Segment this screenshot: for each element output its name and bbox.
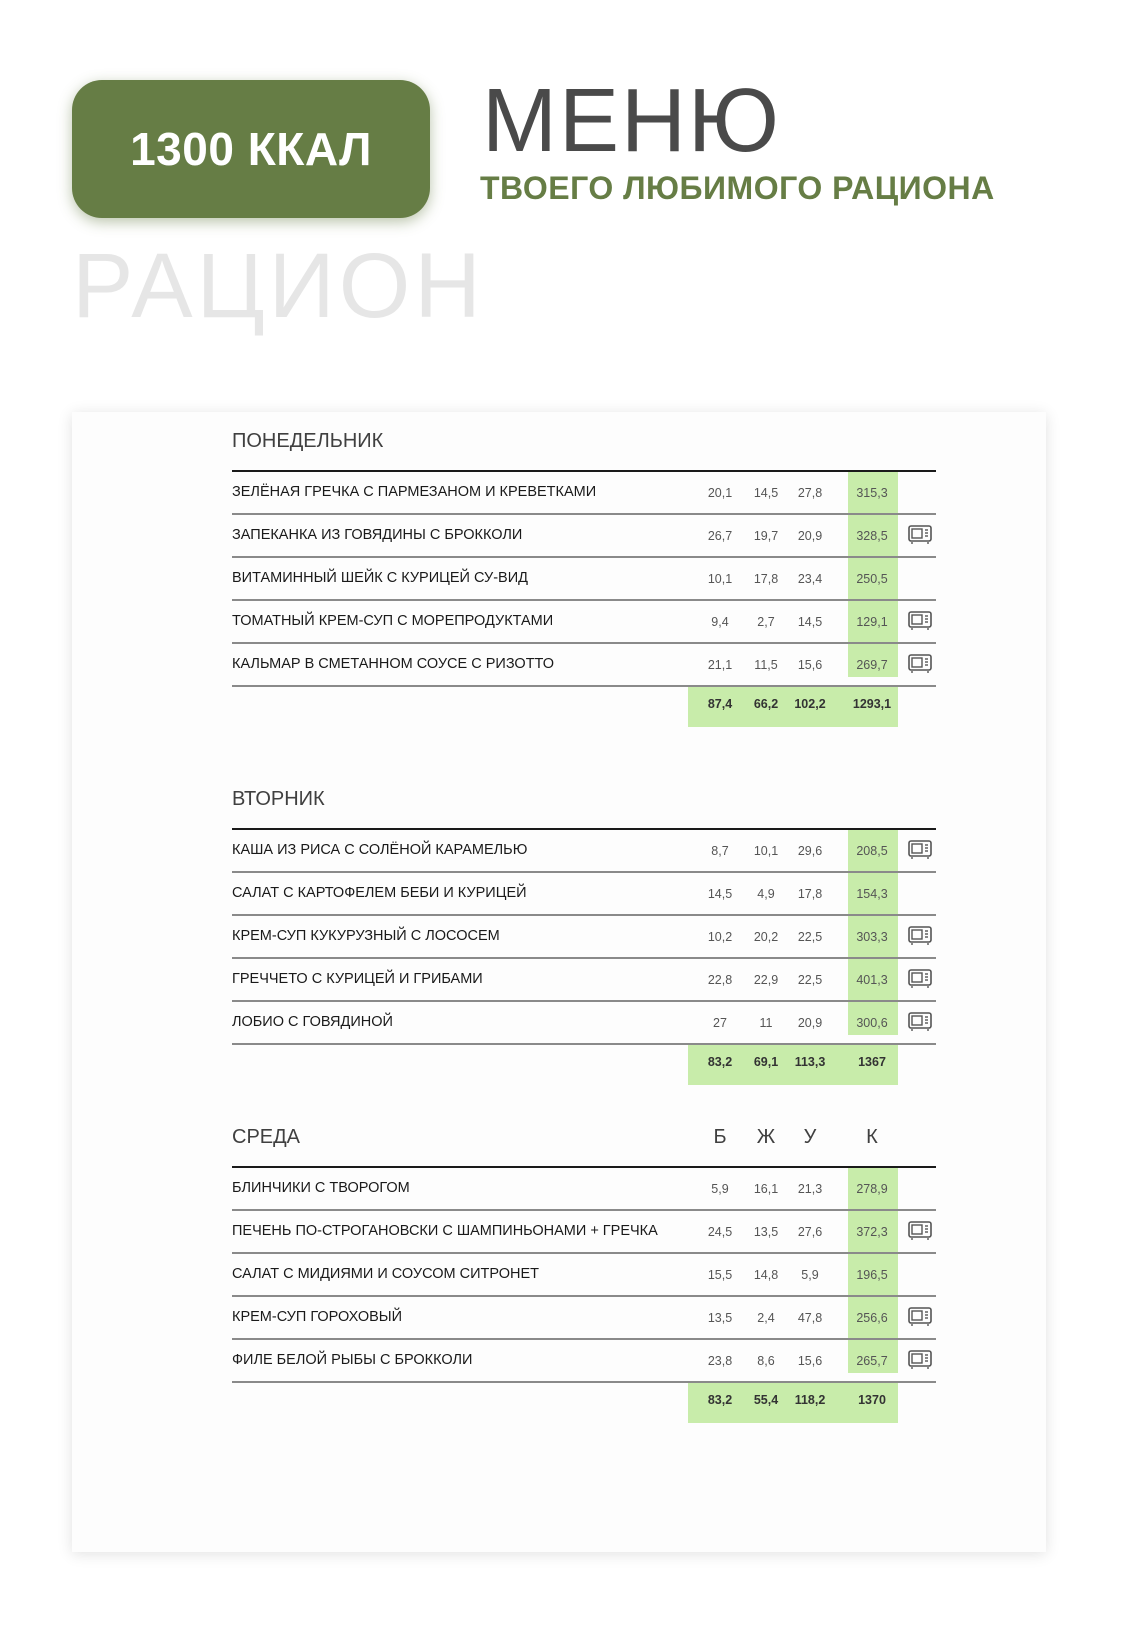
fat-value: 11,5 [754,658,778,672]
kcal-value: 328,5 [856,529,888,543]
protein-value: 14,5 [707,887,733,901]
carbs-value: 29,6 [797,844,823,858]
protein-value: 10,1 [707,572,733,586]
kcal-value: 265,7 [856,1354,888,1368]
microwave-icon [908,969,932,989]
day-section-monday [232,416,936,727]
table-row [232,1254,936,1297]
dish-name: КАША ИЗ РИСА С СОЛЁНОЙ КАРАМЕЛЬЮ [232,842,528,858]
protein-total: 87,4 [707,697,733,711]
fat-value: 19,7 [753,529,779,543]
kcal-value: 250,5 [856,572,888,586]
fat-value: 13,5 [753,1225,779,1239]
carbs-total: 113,3 [794,1055,826,1069]
carbs-value: 5,9 [801,1268,819,1282]
microwave-icon [908,1350,932,1370]
dish-name: БЛИНЧИКИ С ТВОРОГОМ [232,1180,410,1196]
microwave-icon [908,1307,932,1327]
page-subtitle: ТВОЕГО ЛЮБИМОГО РАЦИОНА [480,170,995,206]
kcal-badge: 1300 ККАЛ [72,80,430,218]
dish-name: ЗАПЕКАНКА ИЗ ГОВЯДИНЫ С БРОККОЛИ [232,527,523,543]
fat-value: 4,9 [757,887,775,901]
carbs-total: 102,2 [794,697,826,711]
day-table [232,828,936,1085]
protein-value: 21,1 [707,658,733,672]
protein-total: 83,2 [707,1055,733,1069]
fat-total: 69,1 [753,1055,779,1069]
fat-value: 17,8 [753,572,779,586]
carbs-value: 15,6 [797,658,823,672]
protein-value: 9,4 [711,615,729,629]
kcal-value: 303,3 [856,930,888,944]
dish-name: КРЕМ-СУП КУКУРУЗНЫЙ С ЛОСОСЕМ [232,928,500,944]
totals-row [232,1383,936,1423]
dish-name: САЛАТ С МИДИЯМИ И СОУСОМ СИТРОНЕТ [232,1266,540,1282]
kcal-value: 401,3 [856,973,888,987]
day-table [232,1166,936,1423]
kcal-value: 315,3 [856,486,888,500]
carbs-total: 118,2 [794,1393,826,1407]
microwave-icon [908,654,932,674]
menu-card [72,412,1046,1552]
fat-value: 22,9 [753,973,779,987]
fat-value: 8,6 [757,1354,775,1368]
table-row [232,959,936,1002]
day-header [232,416,936,470]
microwave-icon [908,1012,932,1032]
table-row [232,1340,936,1383]
fat-value: 2,7 [757,615,775,629]
fat-value: 14,5 [753,486,779,500]
fat-value: 14,8 [753,1268,779,1282]
carbs-value: 20,9 [797,1016,823,1030]
microwave-icon [908,840,932,860]
microwave-icon [908,926,932,946]
table-row [232,1168,936,1211]
kcal-value: 256,6 [856,1311,888,1325]
table-row [232,1002,936,1045]
protein-total: 83,2 [707,1393,733,1407]
protein-value: 10,2 [707,930,733,944]
fat-value: 11 [759,1016,773,1030]
day-header [232,1112,936,1166]
totals-row [232,1045,936,1085]
kcal-value: 208,5 [856,844,888,858]
carbs-value: 23,4 [797,572,823,586]
dish-name: КРЕМ-СУП ГОРОХОВЫЙ [232,1309,403,1325]
fat-total: 55,4 [753,1393,779,1407]
microwave-icon [908,525,932,545]
carbs-value: 47,8 [797,1311,823,1325]
dish-name: КАЛЬМАР В СМЕТАННОМ СОУСЕ С РИЗОТТО [232,656,555,672]
protein-value: 27 [713,1016,727,1030]
table-row [232,916,936,959]
dish-name: ПЕЧЕНЬ ПО-СТРОГАНОВСКИ С ШАМПИНЬОНАМИ + ГРЕЧКА [232,1223,658,1239]
column-header-carbs: У [803,1126,817,1148]
day-table [232,470,936,727]
protein-value: 13,5 [707,1311,733,1325]
fat-total: 66,2 [753,697,779,711]
carbs-value: 14,5 [797,615,823,629]
carbs-value: 15,6 [797,1354,823,1368]
table-row [232,873,936,916]
dish-name: ЗЕЛЁНАЯ ГРЕЧКА С ПАРМЕЗАНОМ И КРЕВЕТКАМИ [232,484,597,500]
protein-value: 26,7 [707,529,733,543]
table-row [232,558,936,601]
protein-value: 22,8 [707,973,733,987]
fat-value: 10,1 [753,844,779,858]
carbs-value: 27,6 [797,1225,823,1239]
table-row [232,515,936,558]
kcal-total: 1370 [858,1393,886,1407]
protein-value: 20,1 [707,486,733,500]
table-row [232,830,936,873]
microwave-icon [908,611,932,631]
fat-value: 20,2 [753,930,779,944]
dish-name: ГРЕЧЧЕТО С КУРИЦЕЙ И ГРИБАМИ [232,971,483,987]
microwave-icon [908,1221,932,1241]
kcal-value: 154,3 [856,887,888,901]
day-section-wednesday [232,1112,936,1423]
dish-name: ЛОБИО С ГОВЯДИНОЙ [232,1014,393,1030]
dish-name: ВИТАМИННЫЙ ШЕЙК С КУРИЦЕЙ СУ-ВИД [232,570,528,586]
carbs-value: 27,8 [797,486,823,500]
fat-value: 2,4 [757,1311,775,1325]
carbs-value: 17,8 [797,887,823,901]
kcal-value: 196,5 [856,1268,888,1282]
kcal-value: 372,3 [856,1225,888,1239]
table-row [232,1211,936,1254]
carbs-value: 21,3 [797,1182,823,1196]
column-header-protein: Б [713,1126,727,1148]
table-row [232,644,936,687]
table-row [232,1297,936,1340]
protein-value: 15,5 [707,1268,733,1282]
dish-name: ТОМАТНЫЙ КРЕМ-СУП С МОРЕПРОДУКТАМИ [232,613,554,629]
table-row [232,601,936,644]
watermark-text: РАЦИОН [72,235,485,337]
kcal-value: 129,1 [856,615,888,629]
page-title: МЕНЮ [482,71,781,171]
protein-value: 5,9 [711,1182,729,1196]
protein-value: 24,5 [707,1225,733,1239]
kcal-value: 278,9 [856,1182,888,1196]
fat-value: 16,1 [753,1182,779,1196]
column-header-kcal: К [866,1126,878,1148]
dish-name: ФИЛЕ БЕЛОЙ РЫБЫ С БРОККОЛИ [232,1352,473,1368]
totals-row [232,687,936,727]
day-name: ВТОРНИК [232,788,325,810]
table-row [232,472,936,515]
kcal-value: 300,6 [856,1016,888,1030]
carbs-value: 20,9 [797,529,823,543]
day-name: ПОНЕДЕЛЬНИК [232,430,384,452]
day-header [232,774,936,828]
dish-name: САЛАТ С КАРТОФЕЛЕМ БЕБИ И КУРИЦЕЙ [232,885,527,901]
column-header-fat: Ж [756,1126,776,1148]
kcal-value: 269,7 [856,658,888,672]
protein-value: 8,7 [711,844,729,858]
carbs-value: 22,5 [797,930,823,944]
day-name: СРЕДА [232,1126,301,1148]
kcal-total: 1367 [858,1055,886,1069]
protein-value: 23,8 [707,1354,733,1368]
kcal-total: 1293,1 [852,697,892,711]
day-section-tuesday [232,774,936,1085]
carbs-value: 22,5 [797,973,823,987]
